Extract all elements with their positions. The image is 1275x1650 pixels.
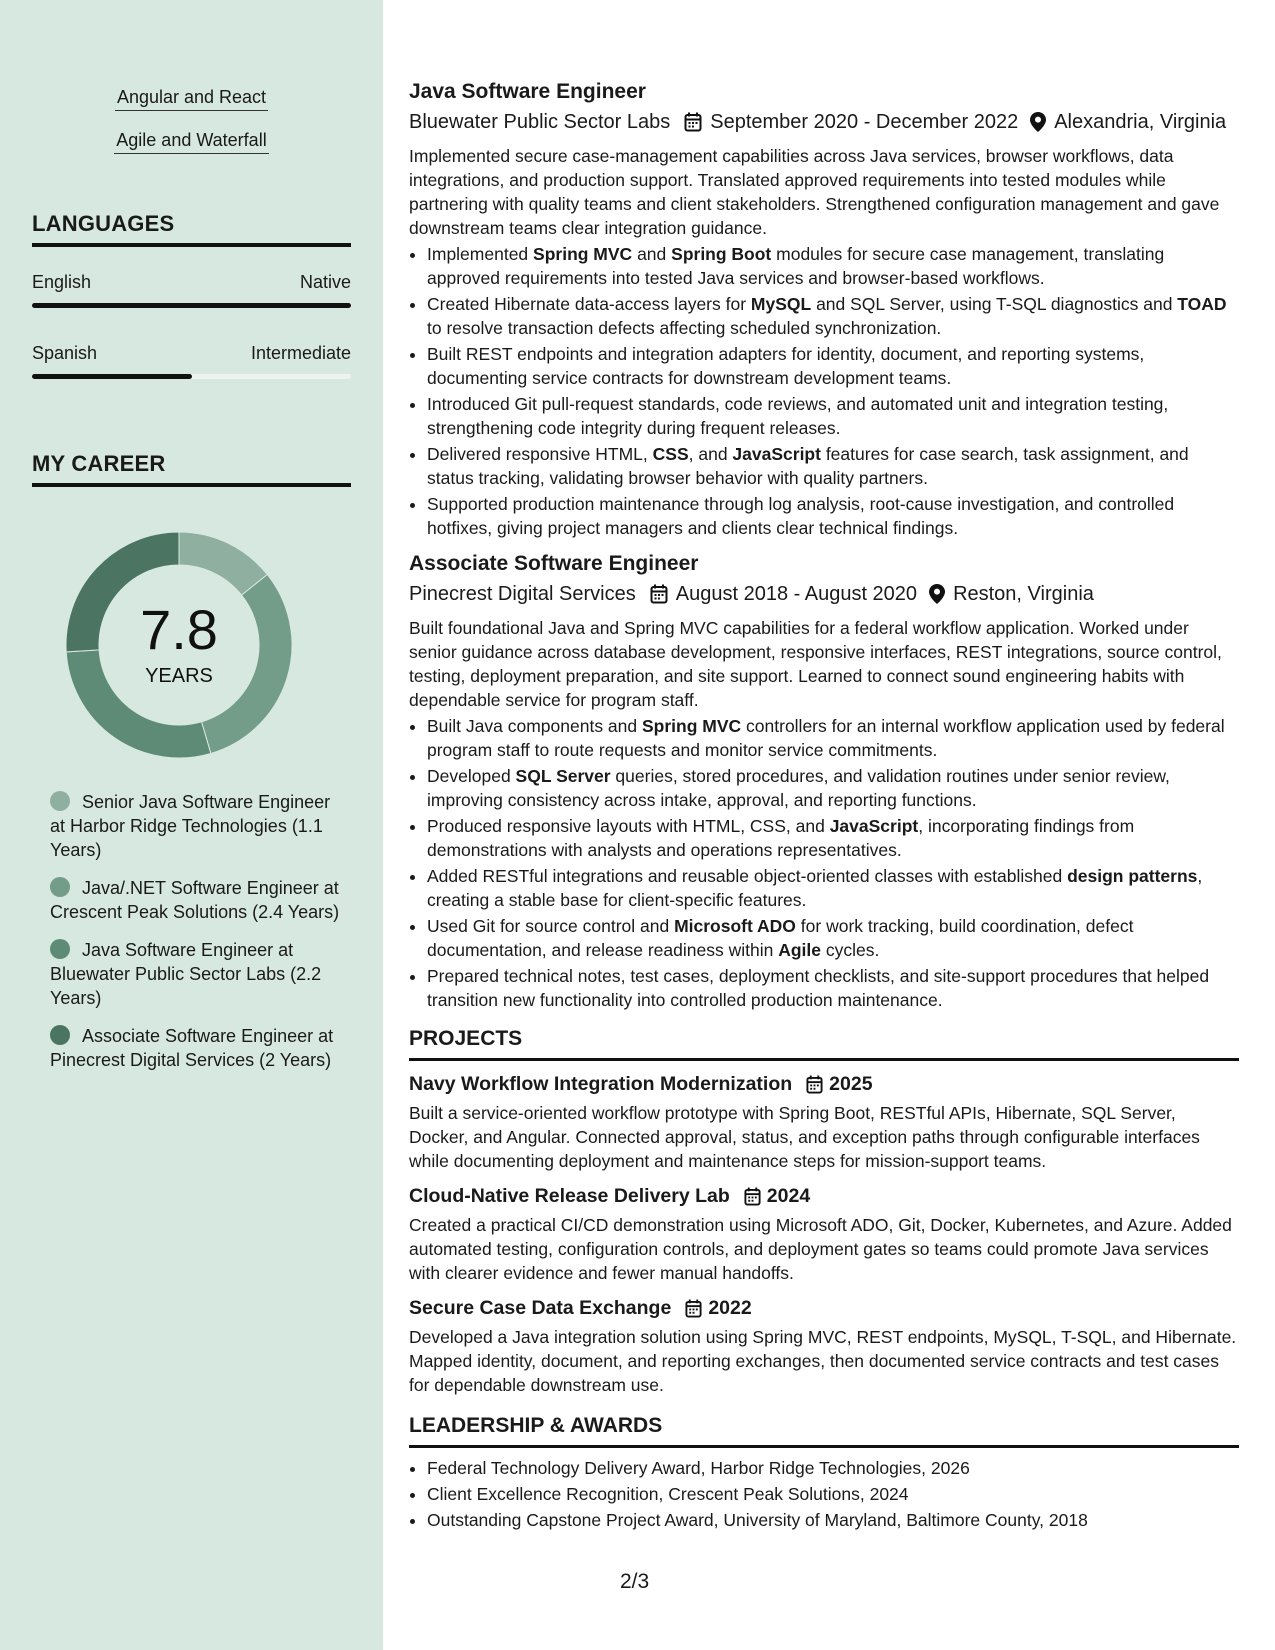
list-item: • Outstanding Capstone Project Award, University of Maryland, Baltimore County, 2018	[427, 1508, 1239, 1532]
legend-dot	[50, 939, 70, 959]
calendar-icon	[684, 112, 702, 132]
career-legend	[50, 790, 340, 1086]
career-section	[32, 451, 351, 487]
list-item: • Built REST endpoints and integration adapters for identity, document, and reporting systems, documenting service contracts for downstream development teams.	[427, 342, 1239, 390]
page-number: 2/3	[620, 1570, 650, 1593]
job-dates: August 2018 - August 2020	[675, 583, 918, 605]
language-item	[32, 342, 351, 379]
job-bullets	[409, 714, 1239, 1012]
calendar-icon	[744, 1187, 761, 1206]
job-summary: Built foundational Java and Spring MVC capabilities for a federal workflow application. Worked under senior guidance across database development, responsive interfaces, REST integrations, source control, testing, deployment preparation, and site support. Learned to connect sound engineering habits with dependable service for program staff.	[409, 618, 1222, 710]
list-item: • Introduced Git pull-request standards, code reviews, and automated unit and integration testing, strengthening code integrity during frequent releases.	[427, 392, 1239, 440]
job-location: Alexandria, Virginia	[1054, 111, 1227, 133]
project-year: 2022	[708, 1297, 752, 1319]
career-unit: YEARS	[145, 665, 213, 687]
project-entry	[409, 1295, 1239, 1397]
project-title: Cloud-Native Release Delivery Lab	[409, 1185, 730, 1207]
project-description: Built a service-oriented workflow prototype with Spring Boot, RESTful APIs, Hibernate, SQL Server, Docker, and Angular. Connected approval, status, and exception paths through configurable interfaces while documenting deployment and maintenance steps for mission-support teams.	[409, 1103, 1200, 1171]
project-title: Navy Workflow Integration Modernization	[409, 1073, 793, 1095]
project-year: 2024	[766, 1185, 811, 1207]
legend-item	[50, 790, 340, 862]
list-item: • Produced responsive layouts with HTML, CSS, and JavaScript, incorporating findings from demonstrations with analysts and operations representatives.	[427, 814, 1239, 862]
job-meta	[409, 580, 1239, 608]
language-level: Native	[299, 272, 351, 292]
list-item: • Added RESTful integrations and reusable object-oriented classes with established design patterns, creating a stable base for client-specific features.	[427, 864, 1239, 912]
main-content	[409, 78, 1239, 1534]
job-summary: Implemented secure case-management capabilities across Java services, browser workflows, data integrations, and production support. Translated approved requirements into tested modules while partnering with quality teams and client stakeholders. Strengthened configuration management and gave downstream teams clear integration guidance.	[409, 146, 1220, 238]
calendar-icon	[685, 1299, 702, 1318]
project-description: Developed a Java integration solution using Spring MVC, REST endpoints, MySQL, T-SQL, and Hibernate. Mapped identity, document, and reporting exchanges, then documented service contracts and test cases for dependable downstream use.	[409, 1327, 1237, 1395]
project-title: Secure Case Data Exchange	[409, 1297, 672, 1319]
language-bar	[32, 303, 351, 308]
language-bar-fill	[32, 303, 351, 308]
legend-label: Senior Java Software Engineer at Harbor Ridge Technologies (1.1 Years)	[50, 792, 331, 860]
skill-tag: Angular and React	[115, 86, 268, 111]
calendar-icon	[806, 1075, 823, 1094]
job-title: Associate Software Engineer	[409, 552, 699, 575]
list-item: • Implemented Spring MVC and Spring Boot modules for secure case management, translating approved requirements into tested Java services and browser-based workflows.	[427, 242, 1239, 290]
list-item: • Created Hibernate data-access layers for MySQL and SQL Server, using T-SQL diagnostics and TOAD to resolve transaction defects affecting scheduled synchronization.	[427, 292, 1239, 340]
languages-section	[32, 211, 351, 379]
awards-list	[409, 1456, 1239, 1532]
language-name: English	[32, 272, 92, 292]
legend-label: Associate Software Engineer at Pinecrest Digital Services (2 Years)	[50, 1026, 334, 1070]
legend-dot	[50, 791, 70, 811]
projects-heading: PROJECTS	[409, 1026, 1239, 1061]
job-location: Reston, Virginia	[953, 583, 1094, 605]
language-bar-fill	[32, 374, 192, 379]
location-pin-icon	[1030, 112, 1046, 132]
legend-dot	[50, 877, 70, 897]
language-bar	[32, 374, 351, 379]
list-item: • Used Git for source control and Microsoft ADO for work tracking, build coordination, defect documentation, and release readiness within Agile cycles.	[427, 914, 1239, 962]
language-name: Spanish	[32, 343, 98, 363]
job-entry	[409, 78, 1239, 540]
legend-label: Java Software Engineer at Bluewater Public Sector Labs (2.2 Years)	[50, 940, 322, 1008]
languages-heading: LANGUAGES	[32, 211, 351, 247]
language-level: Intermediate	[250, 343, 351, 363]
legend-item	[50, 876, 340, 924]
list-item: • Supported production maintenance through log analysis, root-cause investigation, and controlled hotfixes, giving project managers and clients clear technical findings.	[427, 492, 1239, 540]
list-item: • Client Excellence Recognition, Crescent Peak Solutions, 2024	[427, 1482, 1239, 1506]
project-year: 2025	[829, 1073, 873, 1095]
job-dates: September 2020 - December 2022	[710, 111, 1019, 133]
legend-dot	[50, 1025, 70, 1045]
job-title: Java Software Engineer	[409, 80, 646, 103]
calendar-icon	[650, 584, 668, 604]
legend-item	[50, 1024, 340, 1072]
job-entry	[409, 550, 1239, 1012]
career-donut-chart	[64, 530, 294, 760]
career-heading: MY CAREER	[32, 451, 351, 487]
project-entry	[409, 1183, 1239, 1285]
list-item: • Federal Technology Delivery Award, Harbor Ridge Technologies, 2026	[427, 1456, 1239, 1480]
list-item: • Prepared technical notes, test cases, deployment checklists, and site-support procedures that helped transition new functionality into controlled production maintenance.	[427, 964, 1239, 1012]
project-description: Created a practical CI/CD demonstration using Microsoft ADO, Git, Docker, Kubernetes, and Azure. Added automated testing, configuration controls, and deployment gates so teams could promote Java services with clearer evidence and fewer manual handoffs.	[409, 1215, 1232, 1283]
legend-label: Java/.NET Software Engineer at Crescent Peak Solutions (2.4 Years)	[50, 878, 340, 922]
project-entry	[409, 1071, 1239, 1173]
list-item: • Delivered responsive HTML, CSS, and JavaScript features for case search, task assignment, and status tracking, validating browser behavior with quality partners.	[427, 442, 1239, 490]
awards-heading: LEADERSHIP & AWARDS	[409, 1413, 1239, 1448]
list-item: • Built Java components and Spring MVC controllers for an internal workflow application used by federal program staff to route requests and monitor service commitments.	[427, 714, 1239, 762]
location-pin-icon	[929, 584, 945, 604]
language-item	[32, 271, 351, 308]
career-total: 7.8	[140, 598, 218, 661]
job-bullets	[409, 242, 1239, 540]
sidebar	[0, 0, 383, 1650]
job-company: Bluewater Public Sector Labs	[409, 111, 671, 133]
legend-item	[50, 938, 340, 1010]
list-item: • Developed SQL Server queries, stored procedures, and validation routines under senior review, improving consistency across intake, approval, and reporting functions.	[427, 764, 1239, 812]
skill-tag: Agile and Waterfall	[114, 129, 268, 154]
skills-list	[0, 86, 383, 172]
job-company: Pinecrest Digital Services	[409, 583, 636, 605]
job-meta	[409, 108, 1239, 136]
